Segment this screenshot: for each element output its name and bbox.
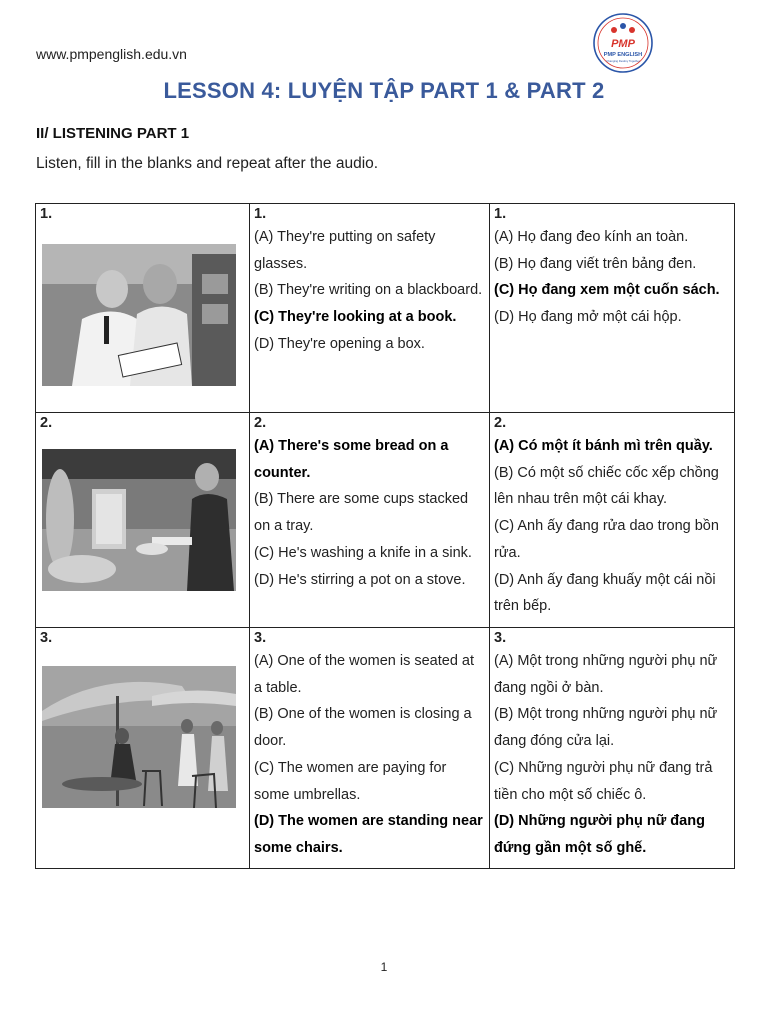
page-number: 1 bbox=[380, 960, 388, 974]
option-a-vi-answer: (A) Có một ít bánh mì trên quầy. bbox=[494, 438, 713, 454]
option-c-answer: (C) They're looking at a book. bbox=[254, 309, 457, 326]
section-title: II/ LISTENING PART 1 bbox=[36, 125, 190, 142]
question-row-3 bbox=[36, 628, 735, 869]
logo-name: PMP ENGLISH bbox=[603, 52, 643, 58]
instruction-text: Listen, fill in the blanks and repeat after the audio. bbox=[36, 155, 379, 172]
option-d-answer: (D) The women are standing near some chairs. bbox=[254, 813, 483, 856]
option-b-vi: (B) Một trong những người phụ nữ đang đóng cửa lại. bbox=[494, 706, 718, 750]
option-c: (C) The women are paying for some umbrellas. bbox=[254, 759, 447, 803]
question-number: 2. bbox=[40, 415, 53, 431]
option-d: (D) They're opening a box. bbox=[254, 335, 425, 352]
pmp-english-logo bbox=[592, 12, 654, 74]
question-number: 3. bbox=[40, 630, 53, 646]
question-row-1 bbox=[36, 204, 735, 413]
english-options bbox=[250, 628, 490, 869]
option-c: (C) He's washing a knife in a sink. bbox=[254, 544, 472, 561]
image-cell bbox=[36, 413, 250, 628]
option-d-vi-answer: (D) Những người phụ nữ đang đứng gần một số ghế. bbox=[494, 813, 705, 856]
option-b-vi: (B) Có một số chiếc cốc xếp chồng lên nhau trên một cái khay. bbox=[494, 464, 719, 508]
vietnamese-options bbox=[490, 413, 735, 628]
option-a-vi: (A) Một trong những người phụ nữ đang ngồi ở bàn. bbox=[494, 653, 718, 696]
vietnamese-options bbox=[490, 204, 735, 413]
lab-scientists-photo bbox=[42, 244, 236, 386]
english-options bbox=[250, 413, 490, 628]
option-a: (A) They're putting on safety glasses. bbox=[254, 229, 436, 272]
option-b-vi: (B) Họ đang viết trên bảng đen. bbox=[494, 255, 697, 272]
option-b: (B) There are some cups stacked on a tray. bbox=[254, 491, 469, 535]
image-cell bbox=[36, 628, 250, 869]
bakery-counter-photo bbox=[42, 449, 236, 591]
question-number: 1. bbox=[494, 206, 507, 222]
option-d: (D) He's stirring a pot on a stove. bbox=[254, 571, 466, 588]
question-number: 1. bbox=[40, 206, 53, 222]
logo-mark: PMP bbox=[611, 38, 635, 50]
lesson-title: LESSON 4: LUYỆN TẬP PART 1 & PART 2 bbox=[163, 78, 605, 103]
question-table bbox=[35, 203, 735, 869]
option-b: (B) They're writing on a blackboard. bbox=[254, 282, 483, 299]
option-d-vi: (D) Họ đang mở một cái hộp. bbox=[494, 309, 682, 326]
english-options bbox=[250, 204, 490, 413]
option-d-vi: (D) Anh ấy đang khuấy một cái nồi trên bếp. bbox=[494, 571, 716, 615]
question-row-2 bbox=[36, 413, 735, 628]
vietnamese-options bbox=[490, 628, 735, 869]
question-number: 2. bbox=[254, 415, 267, 431]
image-cell bbox=[36, 204, 250, 413]
option-a-answer: (A) There's some bread on a counter. bbox=[254, 438, 449, 481]
option-a: (A) One of the women is seated at a table. bbox=[254, 653, 475, 696]
question-number: 1. bbox=[254, 206, 267, 222]
logo-tagline: Changing Destiny Together bbox=[606, 59, 640, 63]
question-number: 3. bbox=[254, 630, 267, 646]
question-number: 3. bbox=[494, 630, 507, 646]
option-c-vi: (C) Anh ấy đang rửa dao trong bồn rửa. bbox=[494, 518, 719, 561]
question-number: 2. bbox=[494, 415, 507, 431]
patio-umbrellas-photo bbox=[42, 666, 236, 808]
option-b: (B) One of the women is closing a door. bbox=[254, 706, 472, 750]
option-c-vi-answer: (C) Họ đang xem một cuốn sách. bbox=[494, 282, 720, 299]
website-url[interactable]: www.pmpenglish.edu.vn bbox=[36, 46, 187, 62]
option-c-vi: (C) Những người phụ nữ đang trả tiền cho một số chiếc ô. bbox=[494, 759, 713, 803]
option-a-vi: (A) Họ đang đeo kính an toàn. bbox=[494, 229, 689, 245]
